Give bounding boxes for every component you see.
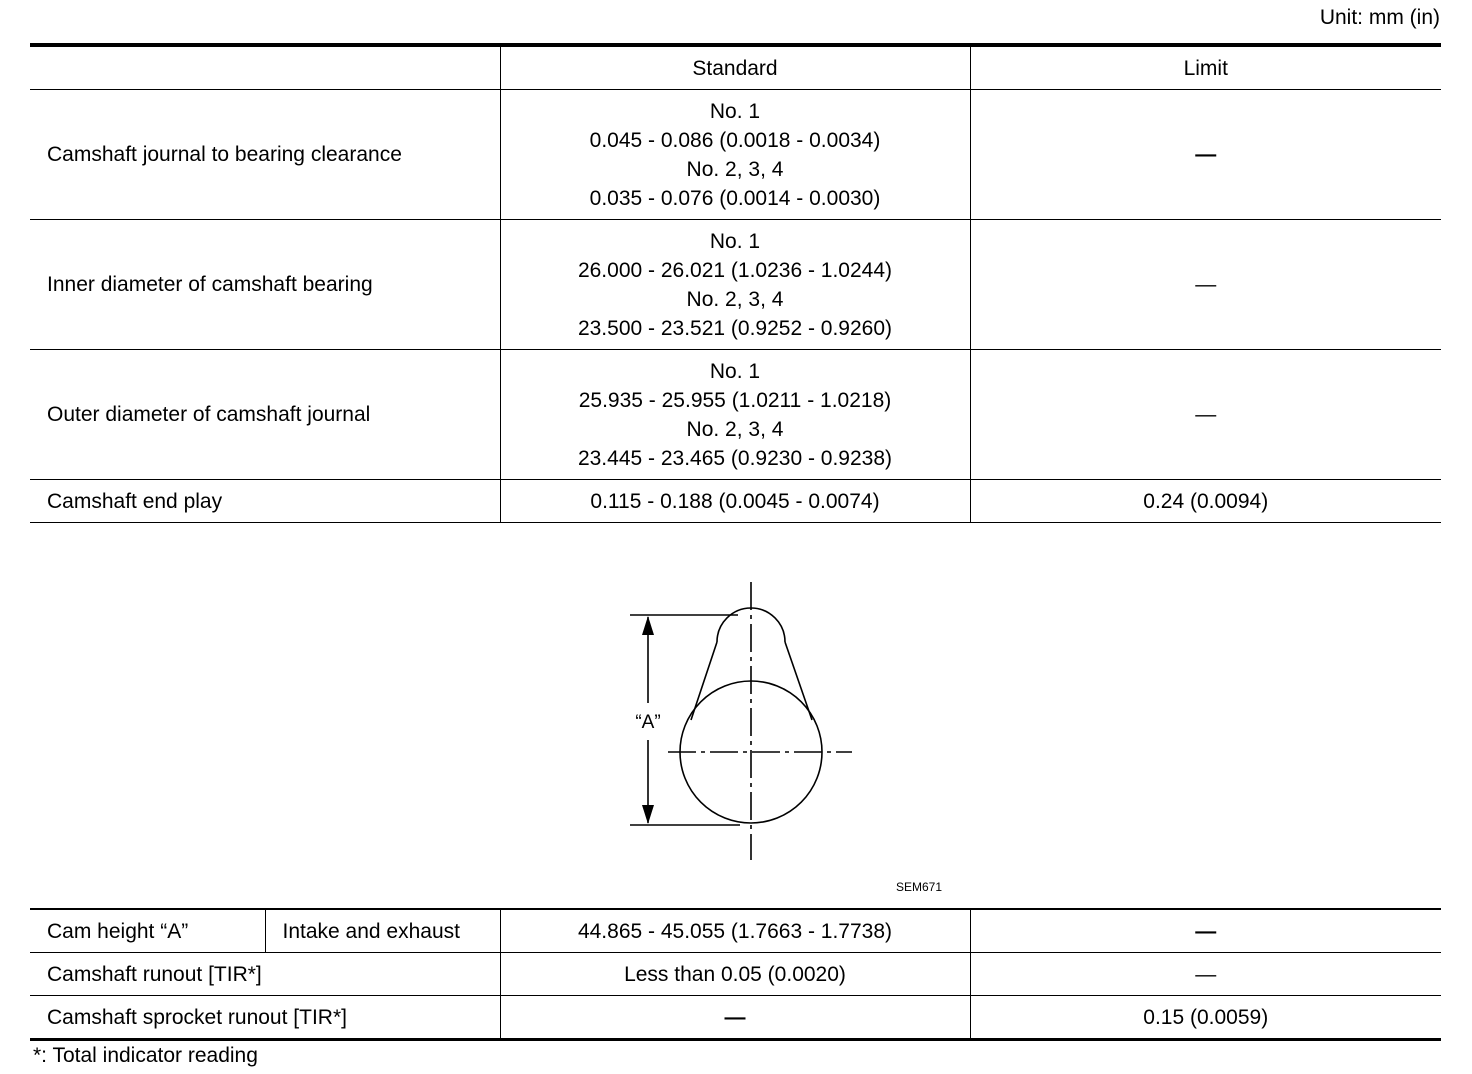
row-item: Inner diameter of camshaft bearing bbox=[30, 220, 500, 350]
row-standard: 44.865 - 45.055 (1.7663 - 1.7738) bbox=[500, 909, 970, 953]
dimension-arrow-down bbox=[642, 805, 654, 824]
standard-line: 23.445 - 23.465 (0.9230 - 0.9238) bbox=[577, 446, 893, 470]
row-standard bbox=[500, 220, 970, 350]
cam-height-diagram bbox=[600, 575, 860, 870]
header-standard: Standard bbox=[500, 45, 970, 90]
row-limit: — bbox=[970, 953, 1441, 996]
row-limit: 0.24 (0.0094) bbox=[970, 480, 1441, 523]
row-standard: — bbox=[500, 996, 970, 1040]
row-item: Camshaft runout [TIR*] bbox=[30, 953, 500, 996]
table-row bbox=[30, 953, 1441, 996]
standard-line: No. 1 bbox=[709, 359, 761, 383]
footnote: *: Total indicator reading bbox=[33, 1044, 258, 1067]
standard-line: No. 2, 3, 4 bbox=[686, 417, 784, 441]
table-row bbox=[30, 909, 1441, 953]
table-row bbox=[30, 220, 1441, 350]
row-standard: Less than 0.05 (0.0020) bbox=[500, 953, 970, 996]
table-row bbox=[30, 996, 1441, 1040]
row-limit: — bbox=[970, 220, 1441, 350]
table-header-row bbox=[30, 45, 1441, 90]
header-limit: Limit bbox=[970, 45, 1441, 90]
row-item: Camshaft sprocket runout [TIR*] bbox=[30, 996, 500, 1040]
standard-line: No. 1 bbox=[709, 229, 761, 253]
row-item: Camshaft end play bbox=[30, 480, 500, 523]
standard-line: No. 2, 3, 4 bbox=[686, 287, 784, 311]
cam-profile-illustration bbox=[600, 575, 860, 865]
cam-flank-left bbox=[691, 642, 717, 720]
row-subitem: Intake and exhaust bbox=[265, 909, 500, 953]
standard-line: 0.045 - 0.086 (0.0018 - 0.0034) bbox=[589, 128, 881, 152]
row-standard bbox=[500, 90, 970, 220]
row-item: Cam height “A” bbox=[30, 909, 265, 953]
camshaft-spec-table bbox=[30, 43, 1441, 523]
standard-line: 23.500 - 23.521 (0.9252 - 0.9260) bbox=[577, 316, 893, 340]
table-row bbox=[30, 480, 1441, 523]
standard-line: 25.935 - 25.955 (1.0211 - 1.0218) bbox=[578, 388, 892, 412]
standard-line: No. 2, 3, 4 bbox=[686, 157, 784, 181]
table-row bbox=[30, 350, 1441, 480]
row-item: Outer diameter of camshaft journal bbox=[30, 350, 500, 480]
table-row bbox=[30, 90, 1441, 220]
row-limit: — bbox=[970, 90, 1441, 220]
row-limit: — bbox=[970, 350, 1441, 480]
figure-code: SEM671 bbox=[896, 880, 943, 894]
standard-line: No. 1 bbox=[709, 99, 761, 123]
row-limit: 0.15 (0.0059) bbox=[970, 996, 1441, 1040]
unit-label: Unit: mm (in) bbox=[1319, 6, 1440, 29]
row-limit: — bbox=[970, 909, 1441, 953]
dimension-label: “A” bbox=[635, 712, 661, 733]
row-standard bbox=[500, 350, 970, 480]
dimension-arrow-up bbox=[642, 616, 654, 635]
cam-height-runout-table bbox=[30, 908, 1441, 1041]
standard-line: 0.035 - 0.076 (0.0014 - 0.0030) bbox=[589, 186, 881, 210]
row-standard: 0.115 - 0.188 (0.0045 - 0.0074) bbox=[500, 480, 970, 523]
standard-line: 26.000 - 26.021 (1.0236 - 1.0244) bbox=[577, 258, 893, 282]
row-item: Camshaft journal to bearing clearance bbox=[30, 90, 500, 220]
cam-flank-right bbox=[785, 642, 812, 720]
header-item bbox=[30, 45, 500, 90]
